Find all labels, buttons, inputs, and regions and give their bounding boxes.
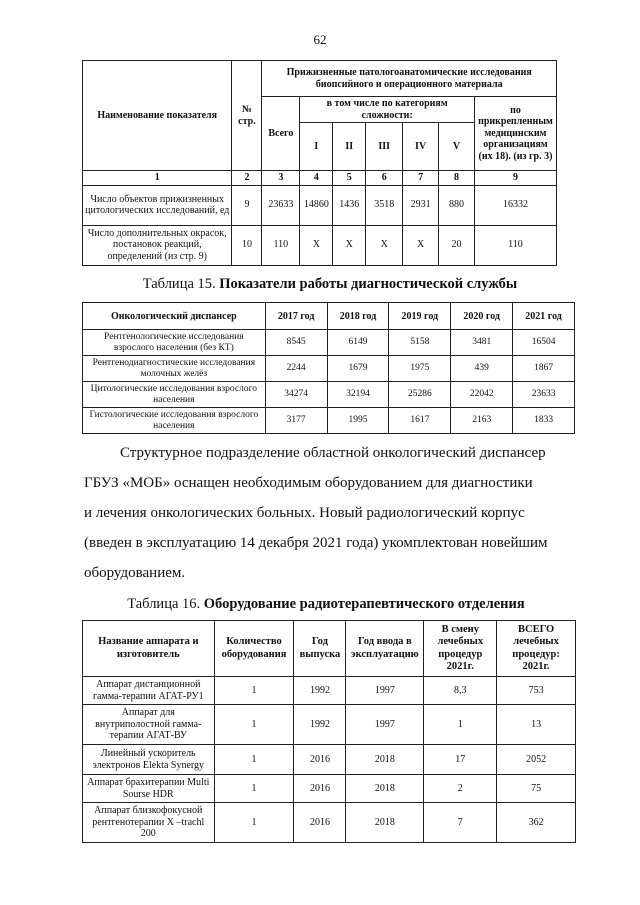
table-row [83,408,575,434]
row-qty: 1 [214,803,294,843]
row-value: 5158 [389,330,451,356]
row-name: Гистологические исследования взрослого населения [83,408,266,434]
header-name: Онкологический диспансер [83,303,266,330]
row-name: Рентгенодиагностические исследования молочных желёз [83,356,266,382]
row-name: Аппарат близкофокусной рентгенотерапии X –trachl 200 [83,803,215,843]
header-year: 2018 год [327,303,389,330]
header-year: 2017 год [265,303,327,330]
row-total: 110 [262,225,300,265]
paragraph-line: Структурное подразделение областной онкологический диспансер [120,445,546,461]
row-name: Аппарат для внутриполостной гамма-терапии АГАТ-ВУ [83,705,215,745]
table-row [83,356,575,382]
header-year: Год выпуска [294,621,346,677]
row-name: Аппарат брахитерапии Multi Sourse HDR [83,775,215,803]
row-year: 1992 [294,705,346,745]
row-cat-1: 14860 [300,185,333,225]
row-entry: 1997 [346,677,424,705]
header-cat-2: II [333,123,366,171]
row-entry: 2018 [346,803,424,843]
row-name: Аппарат дистанционной гамма-терапии АГАТ-РУ1 [83,677,215,705]
row-value: 3481 [451,330,513,356]
row-value: 3177 [265,408,327,434]
header-num: № стр. [232,61,262,171]
paragraph-line: (введен в эксплуатацию 14 декабря 2021 года) укомплектован новейшим [84,535,548,551]
row-num: 10 [232,225,262,265]
row-entry: 2018 [346,745,424,775]
col-number: 7 [403,171,439,186]
header-cat-1: I [300,123,333,171]
col-number: 6 [366,171,403,186]
diagnostic-service-table [82,302,575,434]
header-cat-5: V [439,123,475,171]
paragraph-line: ГБУЗ «МОБ» оснащен необходимым оборудованием для диагностики [84,475,533,491]
table-row [83,803,576,843]
row-year: 2016 [294,775,346,803]
header-total: Всего [262,97,300,171]
table-row [83,185,557,225]
header-total-procedures: ВСЕГО лечебных процедур: 2021г. [497,621,576,677]
row-value: 25286 [389,382,451,408]
row-total: 362 [497,803,576,843]
header-year: 2019 год [389,303,451,330]
row-qty: 1 [214,745,294,775]
row-num: 9 [232,185,262,225]
row-name: Цитологические исследования взрослого населения [83,382,266,408]
table-row [83,705,576,745]
header-year: 2020 год [451,303,513,330]
row-value: 32194 [327,382,389,408]
header-categories: в том числе по категориям сложности: [300,97,475,123]
row-shift: 7 [424,803,497,843]
row-entry: 2018 [346,775,424,803]
table16-caption [6,596,640,613]
row-cat-3: 3518 [366,185,403,225]
row-value: 6149 [327,330,389,356]
row-name: Число объектов прижизненных цитологических исследований, ед [83,185,232,225]
header-shift-procedures: В смену лечебных процедур 2021г. [424,621,497,677]
row-name: Число дополнительных окрасок, постановок реакций, определений (из стр. 9) [83,225,232,265]
row-cat-4: 2931 [403,185,439,225]
table15-caption [10,276,640,293]
header-entry-year: Год ввода в эксплуатацию [346,621,424,677]
row-total: 13 [497,705,576,745]
header-cat-4: IV [403,123,439,171]
header-group: Прижизненные патологоанатомические исследования биопсийного и операционного материала [262,61,557,97]
row-cat-3: X [366,225,403,265]
row-value: 1679 [327,356,389,382]
caption-title: Оборудование радиотерапевтического отделения [203,596,525,612]
header-name: Наименование показателя [83,61,232,171]
row-total: 2052 [497,745,576,775]
row-total: 23633 [262,185,300,225]
row-qty: 1 [214,677,294,705]
row-year: 2016 [294,803,346,843]
cytology-table [82,60,557,266]
header-quantity: Количество оборудования [214,621,294,677]
caption-title: Показатели работы диагностической службы [219,276,518,292]
col-number: 9 [474,171,556,186]
row-shift: 1 [424,705,497,745]
row-year: 2016 [294,745,346,775]
row-value: 1833 [513,408,575,434]
col-number: 3 [262,171,300,186]
header-equipment: Название аппарата и изготовитель [83,621,215,677]
col-number: 4 [300,171,333,186]
row-cat-2: X [333,225,366,265]
table-row [83,775,576,803]
row-name: Линейный ускоритель электронов Elekta Synergy [83,745,215,775]
col-number: 1 [83,171,232,186]
table-row [83,330,575,356]
row-value: 23633 [513,382,575,408]
caption-prefix: Таблица 15. [142,276,216,292]
row-shift: 8,3 [424,677,497,705]
header-attached: по прикрепленным медицинским организациям (их 18). (из гр. 3) [474,97,556,171]
row-qty: 1 [214,705,294,745]
row-year: 1992 [294,677,346,705]
row-cat-1: X [300,225,333,265]
row-value: 34274 [265,382,327,408]
page-number: 62 [313,32,327,47]
row-value: 2244 [265,356,327,382]
row-cat-4: X [403,225,439,265]
row-cat-2: 1436 [333,185,366,225]
row-name: Рентгенологические исследования взрослого населения (без КТ) [83,330,266,356]
row-qty: 1 [214,775,294,803]
table-row [83,225,557,265]
row-value: 1617 [389,408,451,434]
row-value: 1975 [389,356,451,382]
col-number: 8 [439,171,475,186]
caption-prefix: Таблица 16. [127,596,201,612]
row-entry: 1997 [346,705,424,745]
row-total: 753 [497,677,576,705]
header-cat-3: III [366,123,403,171]
row-shift: 17 [424,745,497,775]
row-cat-5: 880 [439,185,475,225]
col-number: 2 [232,171,262,186]
row-total: 75 [497,775,576,803]
row-cat-5: 20 [439,225,475,265]
row-value: 1867 [513,356,575,382]
row-shift: 2 [424,775,497,803]
paragraph-line: и лечения онкологических больных. Новый радиологический корпус [84,505,525,521]
row-attached: 110 [474,225,556,265]
header-year: 2021 год [513,303,575,330]
table-row [83,677,576,705]
row-value: 22042 [451,382,513,408]
row-value: 2163 [451,408,513,434]
row-attached: 16332 [474,185,556,225]
table-row [83,382,575,408]
row-value: 439 [451,356,513,382]
table-row [83,745,576,775]
col-number: 5 [333,171,366,186]
row-value: 8545 [265,330,327,356]
row-value: 16504 [513,330,575,356]
row-value: 1995 [327,408,389,434]
equipment-table [82,620,576,843]
paragraph-line: оборудованием. [84,565,186,581]
